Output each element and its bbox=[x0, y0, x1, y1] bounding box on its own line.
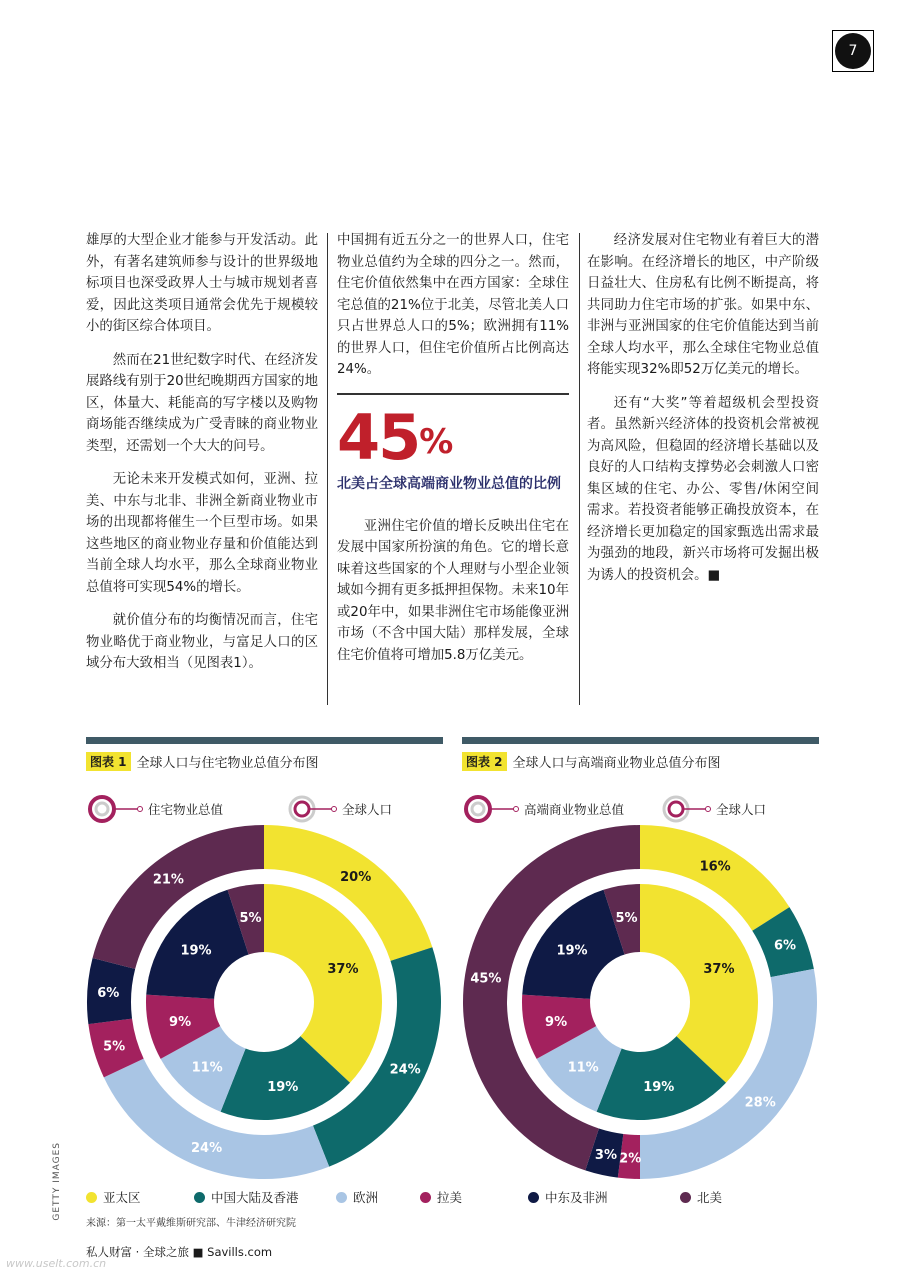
paragraph: 无论未来开发模式如何，亚洲、拉美、中东与北非、非洲全新商业物业市场的出现都将催生一个巨型市场。如果这些地区的商业物业存量和价值能达到当前全球人均水平，那么全球商业物业总值将可实现54%的增长。 bbox=[86, 472, 318, 595]
donut-hole bbox=[590, 952, 690, 1052]
column-divider bbox=[579, 233, 580, 705]
watermark: www.uselt.com.cn bbox=[6, 1257, 107, 1270]
chart-legend bbox=[86, 1188, 836, 1206]
donut-hole bbox=[214, 952, 314, 1052]
outer-ring-label: 高端商业物业总值 bbox=[524, 802, 625, 817]
outer-ring-label: 24% bbox=[389, 1062, 421, 1078]
inner-ring-label: 5% bbox=[239, 911, 262, 927]
inner-ring-label: 9% bbox=[545, 1014, 568, 1030]
legend-item: 拉美 bbox=[420, 1188, 528, 1206]
chart-1-chip: 图表 1 bbox=[86, 752, 131, 771]
page-number: 7 bbox=[835, 33, 871, 69]
legend-dot bbox=[680, 1192, 691, 1203]
legend-item: 中东及非洲 bbox=[528, 1188, 680, 1206]
legend-dot bbox=[336, 1192, 347, 1203]
inner-ring-label: 5% bbox=[615, 911, 638, 927]
callout-rule bbox=[337, 393, 569, 395]
inner-ring-label: 19% bbox=[180, 943, 212, 959]
outer-ring-label: 16% bbox=[699, 859, 731, 875]
legend-item: 亚太区 bbox=[86, 1188, 194, 1206]
text-column-1 bbox=[86, 230, 318, 687]
paragraph: 中国拥有近五分之一的世界人口，住宅物业总值约为全球的四分之一。然而，住宅价值依然集中在西方国家：全球住宅总值的21%位于北美，尽管北美人口只占世界总人口的5%；欧洲拥有11%的世界人口，但住宅价值所占比例高达24%。 bbox=[337, 233, 569, 377]
chart-1-header bbox=[86, 752, 319, 771]
outer-ring-label: 20% bbox=[340, 869, 372, 885]
inner-ring-label: 37% bbox=[327, 961, 359, 977]
text-column-3 bbox=[587, 230, 819, 598]
legend-item: 中国大陆及香港 bbox=[194, 1188, 336, 1206]
legend-dot bbox=[420, 1192, 431, 1203]
legend-dot bbox=[86, 1192, 97, 1203]
inner-ring-label: 全球人口 bbox=[716, 802, 767, 817]
chart-2-header bbox=[462, 752, 721, 771]
outer-ring-key-icon bbox=[462, 794, 520, 824]
paragraph: 经济发展对住宅物业有着巨大的潜在影响。在经济增长的地区，中产阶级日益壮大、住房私有比例不断提高，将共同助力住宅市场的扩张。如果中东、非洲与亚洲国家的住宅价值能达到当前全球人均水平，那么全球住宅物业总值将能实现32%即52万亿美元的增长。 bbox=[587, 233, 819, 377]
inner-ring-label: 19% bbox=[267, 1079, 299, 1095]
legend-dot bbox=[528, 1192, 539, 1203]
paragraph: 雄厚的大型企业才能参与开发活动。此外，有著名建筑师参与设计的世界级地标项目也深受政界人士与城市规划者喜爱，因此这类项目通常会优先于规模较小的街区综合体项目。 bbox=[86, 233, 318, 334]
inner-ring-key-icon bbox=[286, 794, 338, 824]
chart-2-chip: 图表 2 bbox=[462, 752, 507, 771]
outer-ring-label: 24% bbox=[191, 1141, 223, 1157]
chart-1-bar bbox=[86, 737, 443, 744]
callout-text: 北美占全球高端商业物业总值的比例 bbox=[337, 475, 561, 492]
inner-ring-label: 11% bbox=[567, 1060, 599, 1076]
legend-dot bbox=[194, 1192, 205, 1203]
outer-ring-label: 6% bbox=[774, 938, 797, 954]
inner-ring-label: 9% bbox=[169, 1014, 192, 1030]
inner-ring-label: 11% bbox=[191, 1060, 223, 1076]
chart-1-donut bbox=[86, 824, 442, 1180]
callout-number: 45% bbox=[337, 400, 452, 474]
chart-2-outer-key bbox=[462, 794, 624, 824]
photo-credit: GETTY IMAGES bbox=[52, 1142, 62, 1221]
outer-ring-label: 5% bbox=[103, 1039, 126, 1055]
legend-item: 欧洲 bbox=[336, 1188, 420, 1206]
chart-1-outer-key bbox=[86, 794, 223, 824]
chart-2-title: 全球人口与高端商业物业总值分布图 bbox=[512, 756, 721, 771]
outer-ring-label: 3% bbox=[594, 1148, 618, 1164]
legend-item: 北美 bbox=[680, 1188, 722, 1206]
outer-ring-label: 28% bbox=[744, 1095, 776, 1111]
paragraph: 然而在21世纪数字时代、在经济发展路线有别于20世纪晚期西方国家的地区，体量大、耗能高的写字楼以及购物商场能否继续成为广受青睐的商业物业类型，还需划一个大大的问号。 bbox=[86, 352, 318, 454]
chart-2-donut bbox=[462, 824, 818, 1180]
text-column-2 bbox=[337, 230, 569, 678]
chart-1-inner-key bbox=[286, 794, 392, 824]
page-number-box bbox=[832, 30, 874, 72]
inner-ring-label: 19% bbox=[643, 1079, 675, 1095]
paragraph: 亚洲住宅价值的增长反映出住宅在发展中国家所扮演的角色。它的增长意味着这些国家的个人理财与小型企业领域如今拥有更多抵押担保物。未来10年或20年中，如果非洲住宅市场能像亚洲市场（不含中国大陆）那样发展，全球住宅价值将可增加5.8万亿美元。 bbox=[337, 518, 569, 663]
outer-ring-label: 6% bbox=[97, 986, 120, 1002]
paragraph: 就价值分布的均衡情况而言，住宅物业略优于商业物业，与富足人口的区域分布大致相当（见图表1）。 bbox=[86, 613, 318, 671]
outer-ring-label: 2% bbox=[619, 1151, 642, 1167]
outer-ring-label: 21% bbox=[152, 872, 184, 888]
outer-ring-key-icon bbox=[86, 794, 144, 824]
outer-ring-label: 45% bbox=[470, 971, 502, 987]
outer-ring-label: 住宅物业总值 bbox=[148, 802, 224, 817]
inner-ring-label: 19% bbox=[556, 943, 588, 959]
column-divider bbox=[327, 233, 328, 705]
source-note: 来源：第一太平戴维斯研究部、牛津经济研究院 bbox=[86, 1218, 296, 1229]
chart-2-bar bbox=[462, 737, 819, 744]
paragraph: 还有“大奖”等着超级机会型投资者。虽然新兴经济体的投资机会常被视为高风险，但稳固的经济增长基础以及良好的人口结构支撑势必会刺激人口密集区域的住宅、办公、零售/休闲空间需求。若投资者能够正确投放资本，在经济增长更加稳定的国家甄选出需求最为强劲的地段，新兴市场将可发掘出极为诱人的投资机会。■ bbox=[587, 395, 819, 583]
inner-ring-label: 全球人口 bbox=[342, 802, 393, 817]
chart-1-title: 全球人口与住宅物业总值分布图 bbox=[136, 756, 319, 771]
page-footer: 私人财富 · 全球之旅 ■ Savills.com bbox=[86, 1245, 273, 1259]
inner-ring-label: 37% bbox=[703, 961, 735, 977]
chart-2-inner-key bbox=[660, 794, 766, 824]
inner-ring-key-icon bbox=[660, 794, 712, 824]
